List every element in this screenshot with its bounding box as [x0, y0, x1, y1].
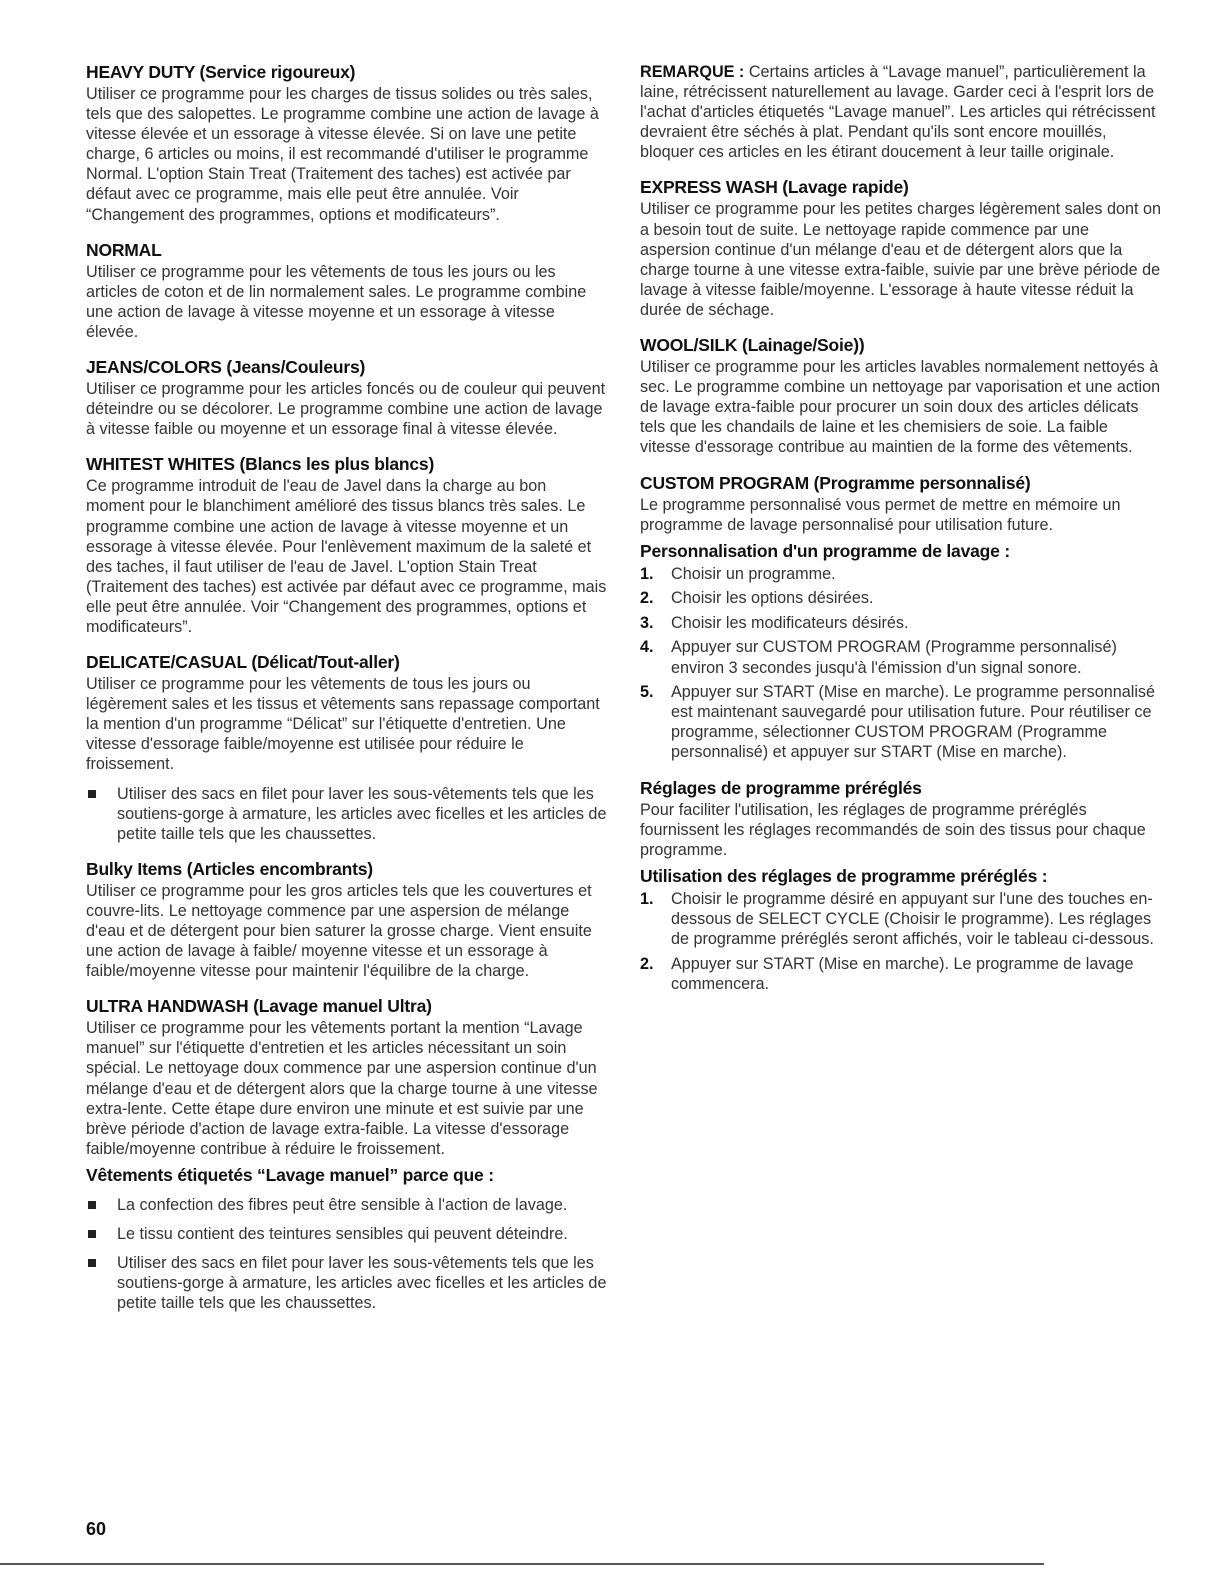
bullet-list	[86, 784, 608, 844]
numbered-list	[640, 889, 1162, 994]
section-heading-utilisation-des-reglages-de-programme-pr: Utilisation des réglages de programme préréglés :	[640, 865, 1048, 886]
section-heading-custom-program-programme-personnalise: CUSTOM PROGRAM (Programme personnalisé)	[640, 472, 1031, 493]
paragraph: Utiliser ce programme pour les gros articles tels que les couvertures et couvre-lits. Le nettoyage commence par une aspersion de mélange d'eau et de détergent pour bien saturer la grosse charge. Vient ensuite une action de lavage à faible/ moyenne vitesse et un essorage à faible/moyenne vitesse pour maintenir l'équilibre de la charge.	[86, 881, 592, 981]
section-heading-wool-silk-lainage-soie: WOOL/SILK (Lainage/Soie))	[640, 335, 865, 356]
section-heading-heavy-duty-service-rigoureux: HEAVY DUTY (Service rigoureux)	[86, 62, 356, 82]
step-text: Choisir le programme désiré en appuyant sur l'une des touches en-dessous de SELECT CYCLE (Choisir le programme). Les réglages de programme préréglés seront affichés, voir le tableau ci-dessous.	[671, 889, 1154, 948]
step-number: 3.	[640, 613, 654, 632]
note-text: Certains articles à “Lavage manuel”, particulièrement la laine, rétrécissent naturellement au lavage. Garder ceci à l'esprit lors de l'achat d'articles étiquetés “Lavage manuel”. Les articles qui rétrécissent devraient être séchés à plat. Pendant qu'ils sont encore mouillés, bloquer ces articles en les étirant doucement à leur taille originale.	[640, 63, 1156, 162]
numbered-step	[640, 564, 1162, 584]
bullet-item: Utiliser des sacs en filet pour laver les sous-vêtements tels que les soutiens-gorge à armature, les articles avec ficelles et les articles de petite taille tels que les chaussettes.	[86, 1253, 608, 1313]
paragraph: Utiliser ce programme pour les vêtements de tous les jours ou les articles de coton et de lin normalement sales. Le programme combine une action de lavage à vitesse moyenne et un essorage à vitesse élevée.	[86, 262, 587, 341]
step-number: 1.	[640, 889, 654, 908]
note-label: REMARQUE :	[640, 63, 745, 81]
step-number: 1.	[640, 564, 654, 583]
paragraph: Le programme personnalisé vous permet de mettre en mémoire un programme de lavage personnalisé pour utilisation future.	[640, 495, 1121, 534]
step-text: Choisir un programme.	[671, 564, 836, 583]
section-heading-whitest-whites-blancs-les-plus-blancs: WHITEST WHITES (Blancs les plus blancs)	[86, 454, 435, 475]
footer-rule	[0, 1563, 1044, 1565]
right-column	[640, 62, 1162, 998]
numbered-step	[640, 889, 1162, 949]
step-number: 5.	[640, 683, 654, 702]
section-heading-bulky-items-articles-encombrants: Bulky Items (Articles encombrants)	[86, 858, 373, 879]
bullet-item: Le tissu contient des teintures sensibles qui peuvent déteindre.	[86, 1224, 608, 1244]
section-heading-reglages-de-programme-preregles: Réglages de programme préréglés	[640, 777, 922, 798]
numbered-step	[640, 954, 1162, 994]
paragraph: Pour faciliter l'utilisation, les réglages de programme préréglés fournissent les réglages recommandés de soin des tissus pour chaque programme.	[640, 800, 1146, 859]
numbered-step	[640, 637, 1162, 677]
section-heading-vetements-etiquetes-lavage-manuel-parce-: Vêtements étiquetés “Lavage manuel” parce que :	[86, 1164, 494, 1185]
numbered-step	[640, 682, 1162, 762]
bullet-item: Utiliser des sacs en filet pour laver les sous-vêtements tels que les soutiens-gorge à armature, les articles avec ficelles et les articles de petite taille tels que les chaussettes.	[86, 784, 608, 844]
bullet-list	[86, 1195, 608, 1313]
paragraph: Ce programme introduit de l'eau de Javel dans la charge au bon moment pour le blanchiment amélioré des tissus blancs très sales. Le programme combine une action de lavage à vitesse moyenne et un essorage à vitesse élevée. Pour l'enlèvement maximum de la saleté et des taches, il faut utiliser de l'eau de Javel. L'option Stain Treat (Traitement des taches) est activée par défaut avec ce programme, mais elle peut être annulée. Voir “Changement des programmes, options et modificateurs”.	[86, 477, 607, 636]
step-number: 2.	[640, 954, 654, 973]
step-text: Choisir les options désirées.	[671, 589, 874, 608]
left-column	[86, 62, 608, 1322]
section-heading-express-wash-lavage-rapide: EXPRESS WASH (Lavage rapide)	[640, 177, 909, 198]
step-text: Choisir les modificateurs désirés.	[671, 613, 909, 632]
section-heading-personnalisation-d-un-programme-de-lavag: Personnalisation d'un programme de lavage :	[640, 540, 1010, 561]
paragraph: Utiliser ce programme pour les vêtements portant la mention “Lavage manuel” sur l'étiquette d'entretien et les articles nécessitant un soin spécial. Le nettoyage doux commence par une aspersion continue d'un mélange d'eau et de détergent alors que la charge tourne à une vitesse extra-lente. Cette étape dure environ une minute et est suivie par une brève période d'action de lavage extra-faible. La vitesse d'essorage faible/moyenne contribue à réduire le froissement.	[86, 1019, 598, 1158]
step-text: Appuyer sur START (Mise en marche). Le programme personnalisé est maintenant sauvegardé pour utilisation future. Pour réutiliser ce programme, sélectionner CUSTOM PROGRAM (Programme personnalisé) et appuyer sur START (Mise en marche).	[671, 683, 1156, 762]
numbered-list	[640, 564, 1162, 763]
step-number: 2.	[640, 589, 654, 608]
paragraph: Utiliser ce programme pour les charges de tissus solides ou très sales, tels que des salopettes. Le programme combine une action de lavage à vitesse élevée et un essorage à vitesse élevée. Si on lave une petite charge, 6 articles ou moins, il est recommandé d'utiliser le programme Normal. L'option Stain Treat (Traitement des taches) est activée par défaut avec ce programme, mais elle peut être annulée. Voir “Changement des programmes, options et modificateurs”.	[86, 85, 599, 224]
step-text: Appuyer sur START (Mise en marche). Le programme de lavage commencera.	[671, 954, 1134, 993]
note-paragraph	[640, 62, 1162, 162]
paragraph: Utiliser ce programme pour les articles lavables normalement nettoyés à sec. Le programme combine un nettoyage par vaporisation et une action de lavage extra-faible pour procurer un soin doux des articles délicats tels que les chandails de laine et les chemisiers de soie. La faible vitesse d'essorage contribue au maintien de la forme des vêtements.	[640, 358, 1161, 457]
paragraph: Utiliser ce programme pour les petites charges légèrement sales dont on a besoin tout de suite. Le nettoyage rapide commence par une aspersion continue d'un mélange d'eau et de détergent alors que la charge tourne à une vitesse extra-faible, suivie par une brève période de lavage à vitesse faible/moyenne. L'essorage à haute vitesse réduit la durée de séchage.	[640, 200, 1161, 319]
section-heading-normal: NORMAL	[86, 239, 162, 260]
page-number: 60	[86, 1519, 107, 1539]
bullet-item: La confection des fibres peut être sensible à l'action de lavage.	[86, 1195, 608, 1215]
section-heading-delicate-casual-delicat-tout-aller: DELICATE/CASUAL (Délicat/Tout-aller)	[86, 652, 400, 673]
step-text: Appuyer sur CUSTOM PROGRAM (Programme personnalisé) environ 3 secondes jusqu'à l'émission d'un signal sonore.	[671, 638, 1117, 677]
numbered-step	[640, 613, 1162, 633]
paragraph: Utiliser ce programme pour les vêtements de tous les jours ou légèrement sales et les tissus et vêtements sans repassage comportant la mention d'un programme “Délicat” sur l'étiquette d'entretien. Une vitesse d'essorage faible/moyenne est utilisée pour réduire le froissement.	[86, 675, 600, 774]
paragraph: Utiliser ce programme pour les articles foncés ou de couleur qui peuvent déteindre ou se décolorer. Le programme combine une action de lavage à vitesse faible ou moyenne et un essorage final à vitesse élevée.	[86, 380, 606, 439]
numbered-step	[640, 588, 1162, 608]
section-heading-jeans-colors-jeans-couleurs: JEANS/COLORS (Jeans/Couleurs)	[86, 357, 366, 378]
section-heading-ultra-handwash-lavage-manuel-ultra: ULTRA HANDWASH (Lavage manuel Ultra)	[86, 996, 432, 1017]
step-number: 4.	[640, 638, 654, 657]
